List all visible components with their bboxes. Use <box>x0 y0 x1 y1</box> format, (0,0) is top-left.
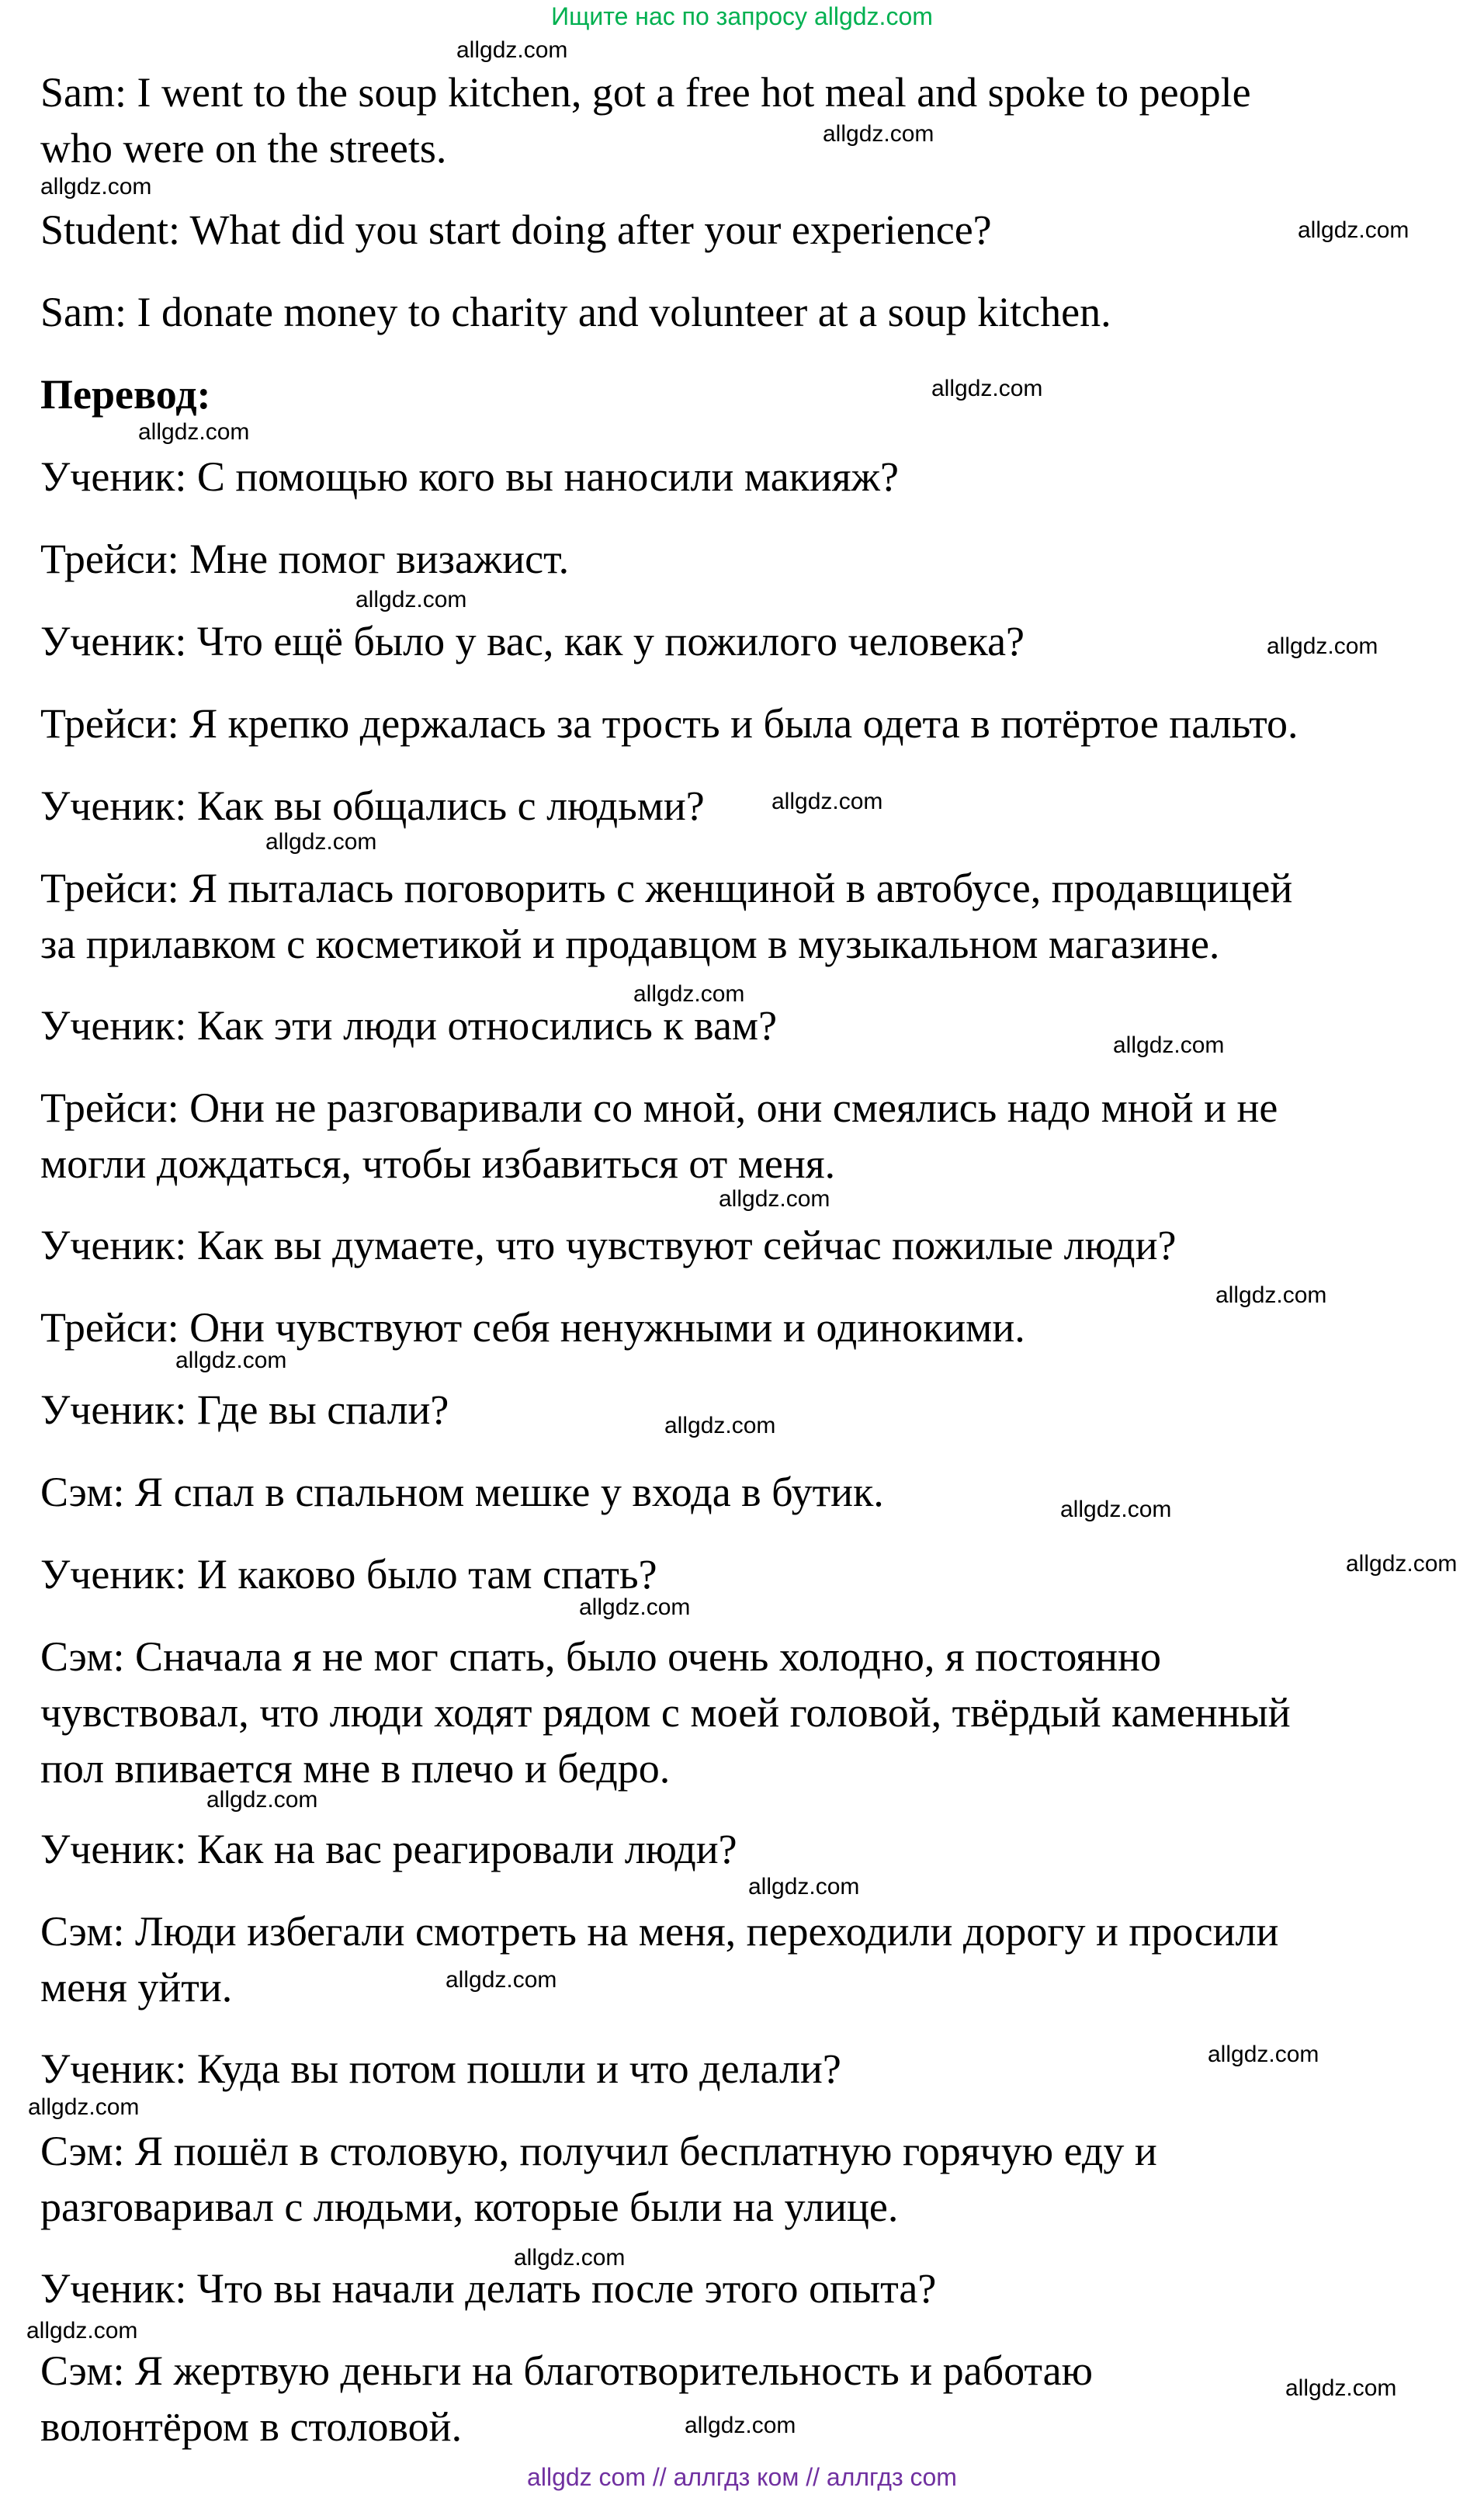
watermark: allgdz.com <box>1208 2042 1319 2067</box>
paragraph: Sam: I went to the soup kitchen, got a free hot meal and spoke to people who were on the streets. <box>40 69 1251 172</box>
watermark: allgdz.com <box>1113 1032 1225 1058</box>
watermark: allgdz.com <box>456 37 568 63</box>
paragraph: Ученик: Как вы общались с людьми? <box>40 782 705 829</box>
top-banner: Ищите нас по запросу allgdz.com <box>551 2 933 30</box>
paragraph: Сэм: Я спал в спальном мешке у входа в бутик. <box>40 1469 884 1515</box>
paragraph: Сэм: Люди избегали смотреть на меня, переходили дорогу и просили меня уйти. <box>40 1908 1279 2011</box>
paragraph: Трейси: Я крепко держалась за трость и была одета в потёртое пальто. <box>40 700 1298 747</box>
watermark: allgdz.com <box>685 2413 796 2438</box>
watermark: allgdz.com <box>823 121 934 147</box>
paragraph: Ученик: Что ещё было у вас, как у пожилого человека? <box>40 618 1025 664</box>
watermark: allgdz.com <box>664 1413 776 1438</box>
watermark: allgdz.com <box>26 2318 138 2344</box>
paragraph: Ученик: Куда вы потом пошли и что делали? <box>40 2045 841 2092</box>
watermark: allgdz.com <box>1215 1282 1327 1308</box>
watermark: allgdz.com <box>138 419 250 445</box>
paragraph: Ученик: Что вы начали делать после этого опыта? <box>40 2265 937 2312</box>
watermark: allgdz.com <box>28 2094 140 2120</box>
paragraph: Ученик: Как эти люди относились к вам? <box>40 1002 778 1049</box>
watermark: allgdz.com <box>1346 1551 1458 1577</box>
paragraph: Трейси: Они не разговаривали со мной, они смеялись надо мной и не могли дождаться, чтобы избавиться от меня. <box>40 1084 1278 1187</box>
watermark: allgdz.com <box>931 376 1043 401</box>
watermark: allgdz.com <box>446 1967 557 1993</box>
paragraph: Сэм: Сначала я не мог спать, было очень холодно, я постоянно чувствовал, что люди ходят рядом с моей головой, твёрдый каменный пол впивается мне в плечо и бедро. <box>40 1633 1291 1792</box>
watermark: allgdz.com <box>206 1787 318 1813</box>
watermark: allgdz.com <box>265 829 377 855</box>
paragraph: Sam: I donate money to charity and volunteer at a soup kitchen. <box>40 289 1111 335</box>
paragraph: Сэм: Я пошёл в столовую, получил бесплатную горячую еду и разговаривал с людьми, которые были на улице. <box>40 2128 1157 2230</box>
watermark: allgdz.com <box>719 1186 830 1212</box>
watermark: allgdz.com <box>579 1594 691 1620</box>
watermark: allgdz.com <box>175 1348 287 1373</box>
paragraph: Ученик: Как вы думаете, что чувствуют сейчас пожилые люди? <box>40 1222 1177 1268</box>
paragraph: Трейси: Они чувствуют себя ненужными и одинокими. <box>40 1304 1025 1351</box>
watermark: allgdz.com <box>1285 2375 1397 2401</box>
paragraph: Трейси: Я пыталась поговорить с женщиной в автобусе, продавщицей за прилавком с косметикой и продавцом в музыкальном магазине. <box>40 865 1293 967</box>
paragraph: Ученик: С помощью кого вы наносили макияж? <box>40 453 899 500</box>
watermark: allgdz.com <box>633 981 745 1007</box>
paragraph: Трейси: Мне помог визажист. <box>40 536 570 582</box>
watermark: allgdz.com <box>771 789 883 814</box>
bottom-footer: allgdz com // аллгдз ком // аллгдз com <box>527 2463 957 2491</box>
watermark: allgdz.com <box>40 174 152 199</box>
paragraph: Сэм: Я жертвую деньги на благотворительность и работаю волонтёром в столовой. <box>40 2347 1093 2450</box>
watermark: allgdz.com <box>355 587 467 612</box>
watermark: allgdz.com <box>1267 633 1378 659</box>
watermark: allgdz.com <box>1298 217 1409 243</box>
paragraph: Ученик: И каково было там спать? <box>40 1551 657 1598</box>
paragraph: Ученик: Где вы спали? <box>40 1386 449 1433</box>
watermark: allgdz.com <box>1060 1497 1172 1522</box>
section-heading: Перевод: <box>40 371 211 418</box>
watermark: allgdz.com <box>748 1874 860 1900</box>
watermark: allgdz.com <box>514 2245 626 2271</box>
paragraph: Ученик: Как на вас реагировали люди? <box>40 1826 737 1872</box>
paragraph: Student: What did you start doing after your experience? <box>40 206 992 253</box>
